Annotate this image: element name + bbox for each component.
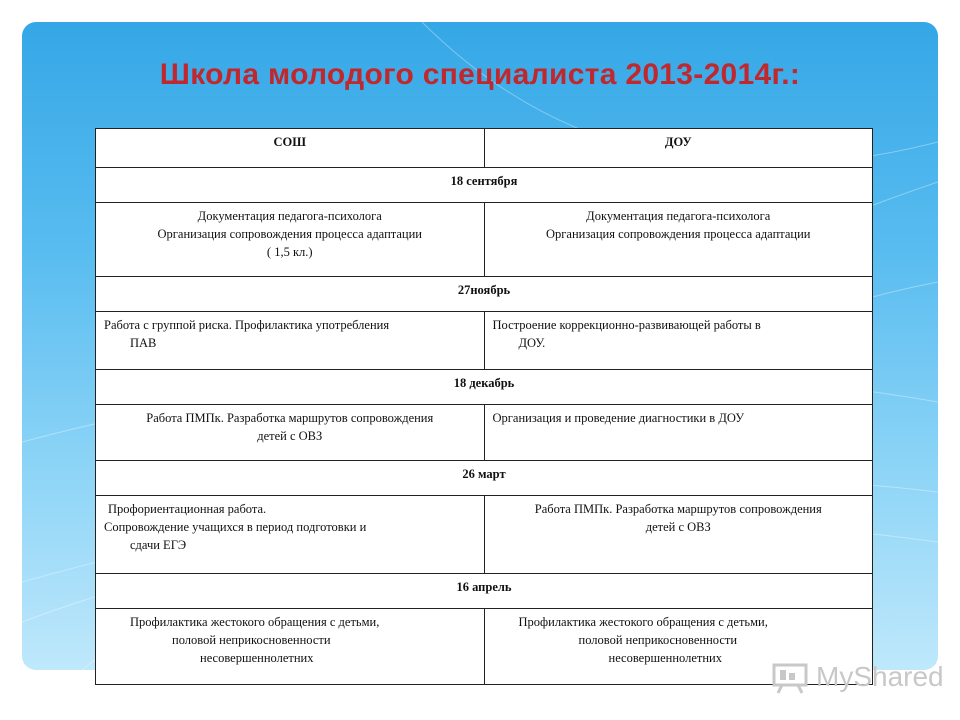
table-row [96,405,873,461]
date-row [96,370,873,405]
date-label: 16 апрель [96,574,873,609]
watermark-text: MyShared [816,661,944,692]
date-row [96,168,873,203]
header-row [96,129,873,168]
dou-cell [484,405,873,461]
sosh-cell [96,405,485,461]
dou-cell [484,496,873,574]
cell-line: несовершеннолетних [200,651,314,665]
cell-line: Работа ПМПк. Разработка маршрутов сопровождения [534,502,822,516]
sosh-cell [96,312,485,370]
cell-line: ( 1,5 кл.) [266,245,313,259]
table-row [96,312,873,370]
cell-line: половой неприкосновенности [578,633,738,647]
sosh-cell [96,496,485,574]
dou-cell [484,203,873,277]
cell-line: детей с ОВЗ [645,520,711,534]
cell-line: ПАВ [130,336,157,350]
table-row [96,203,873,277]
projector-icon [770,659,810,695]
cell-line: половой неприкосновенности [172,633,331,647]
cell-line: сдачи ЕГЭ [130,538,187,552]
cell-line: ДОУ. [518,336,546,350]
cell-line: Организация сопровождения процесса адаптации [546,227,811,241]
date-row [96,277,873,312]
cell-line: Профилактика жестокого обращения с детьми, [130,615,380,629]
table-row [96,496,873,574]
cell-line: Профилактика жестокого обращения с детьми, [518,615,768,629]
date-label: 18 декабрь [96,370,873,405]
cell-line: Документация педагога-психолога [586,209,771,223]
cell-line: Работа ПМПк. Разработка маршрутов сопровождения [146,411,434,425]
cell-line: Работа с группой риска. Профилактика употребления [104,318,390,332]
sosh-cell [96,203,485,277]
sosh-cell [96,609,485,685]
cell-line: Документация педагога-психолога [197,209,382,223]
schedule-table [95,128,873,685]
date-row [96,574,873,609]
myshared-watermark [770,655,944,699]
cell-line: Организация сопровождения процесса адаптации [157,227,422,241]
cell-line: Профориентационная работа. [108,502,267,516]
date-label: 26 март [96,461,873,496]
column-header-dou: ДОУ [484,129,873,168]
table-row [96,609,873,685]
date-label: 18 сентября [96,168,873,203]
cell-line: Сопровождение учащихся в период подготовки и [104,520,367,534]
cell-line: детей с ОВЗ [257,429,323,443]
column-header-sosh: СОШ [96,129,485,168]
date-label: 27ноябрь [96,277,873,312]
page-title: Школа молодого специалиста 2013-2014г.: [159,58,801,91]
date-row [96,461,873,496]
cell-line: несовершеннолетних [608,651,722,665]
dou-cell [484,312,873,370]
cell-line: Построение коррекционно-развивающей работы в [492,318,761,332]
cell-line: Организация и проведение диагностики в ДОУ [492,411,745,425]
